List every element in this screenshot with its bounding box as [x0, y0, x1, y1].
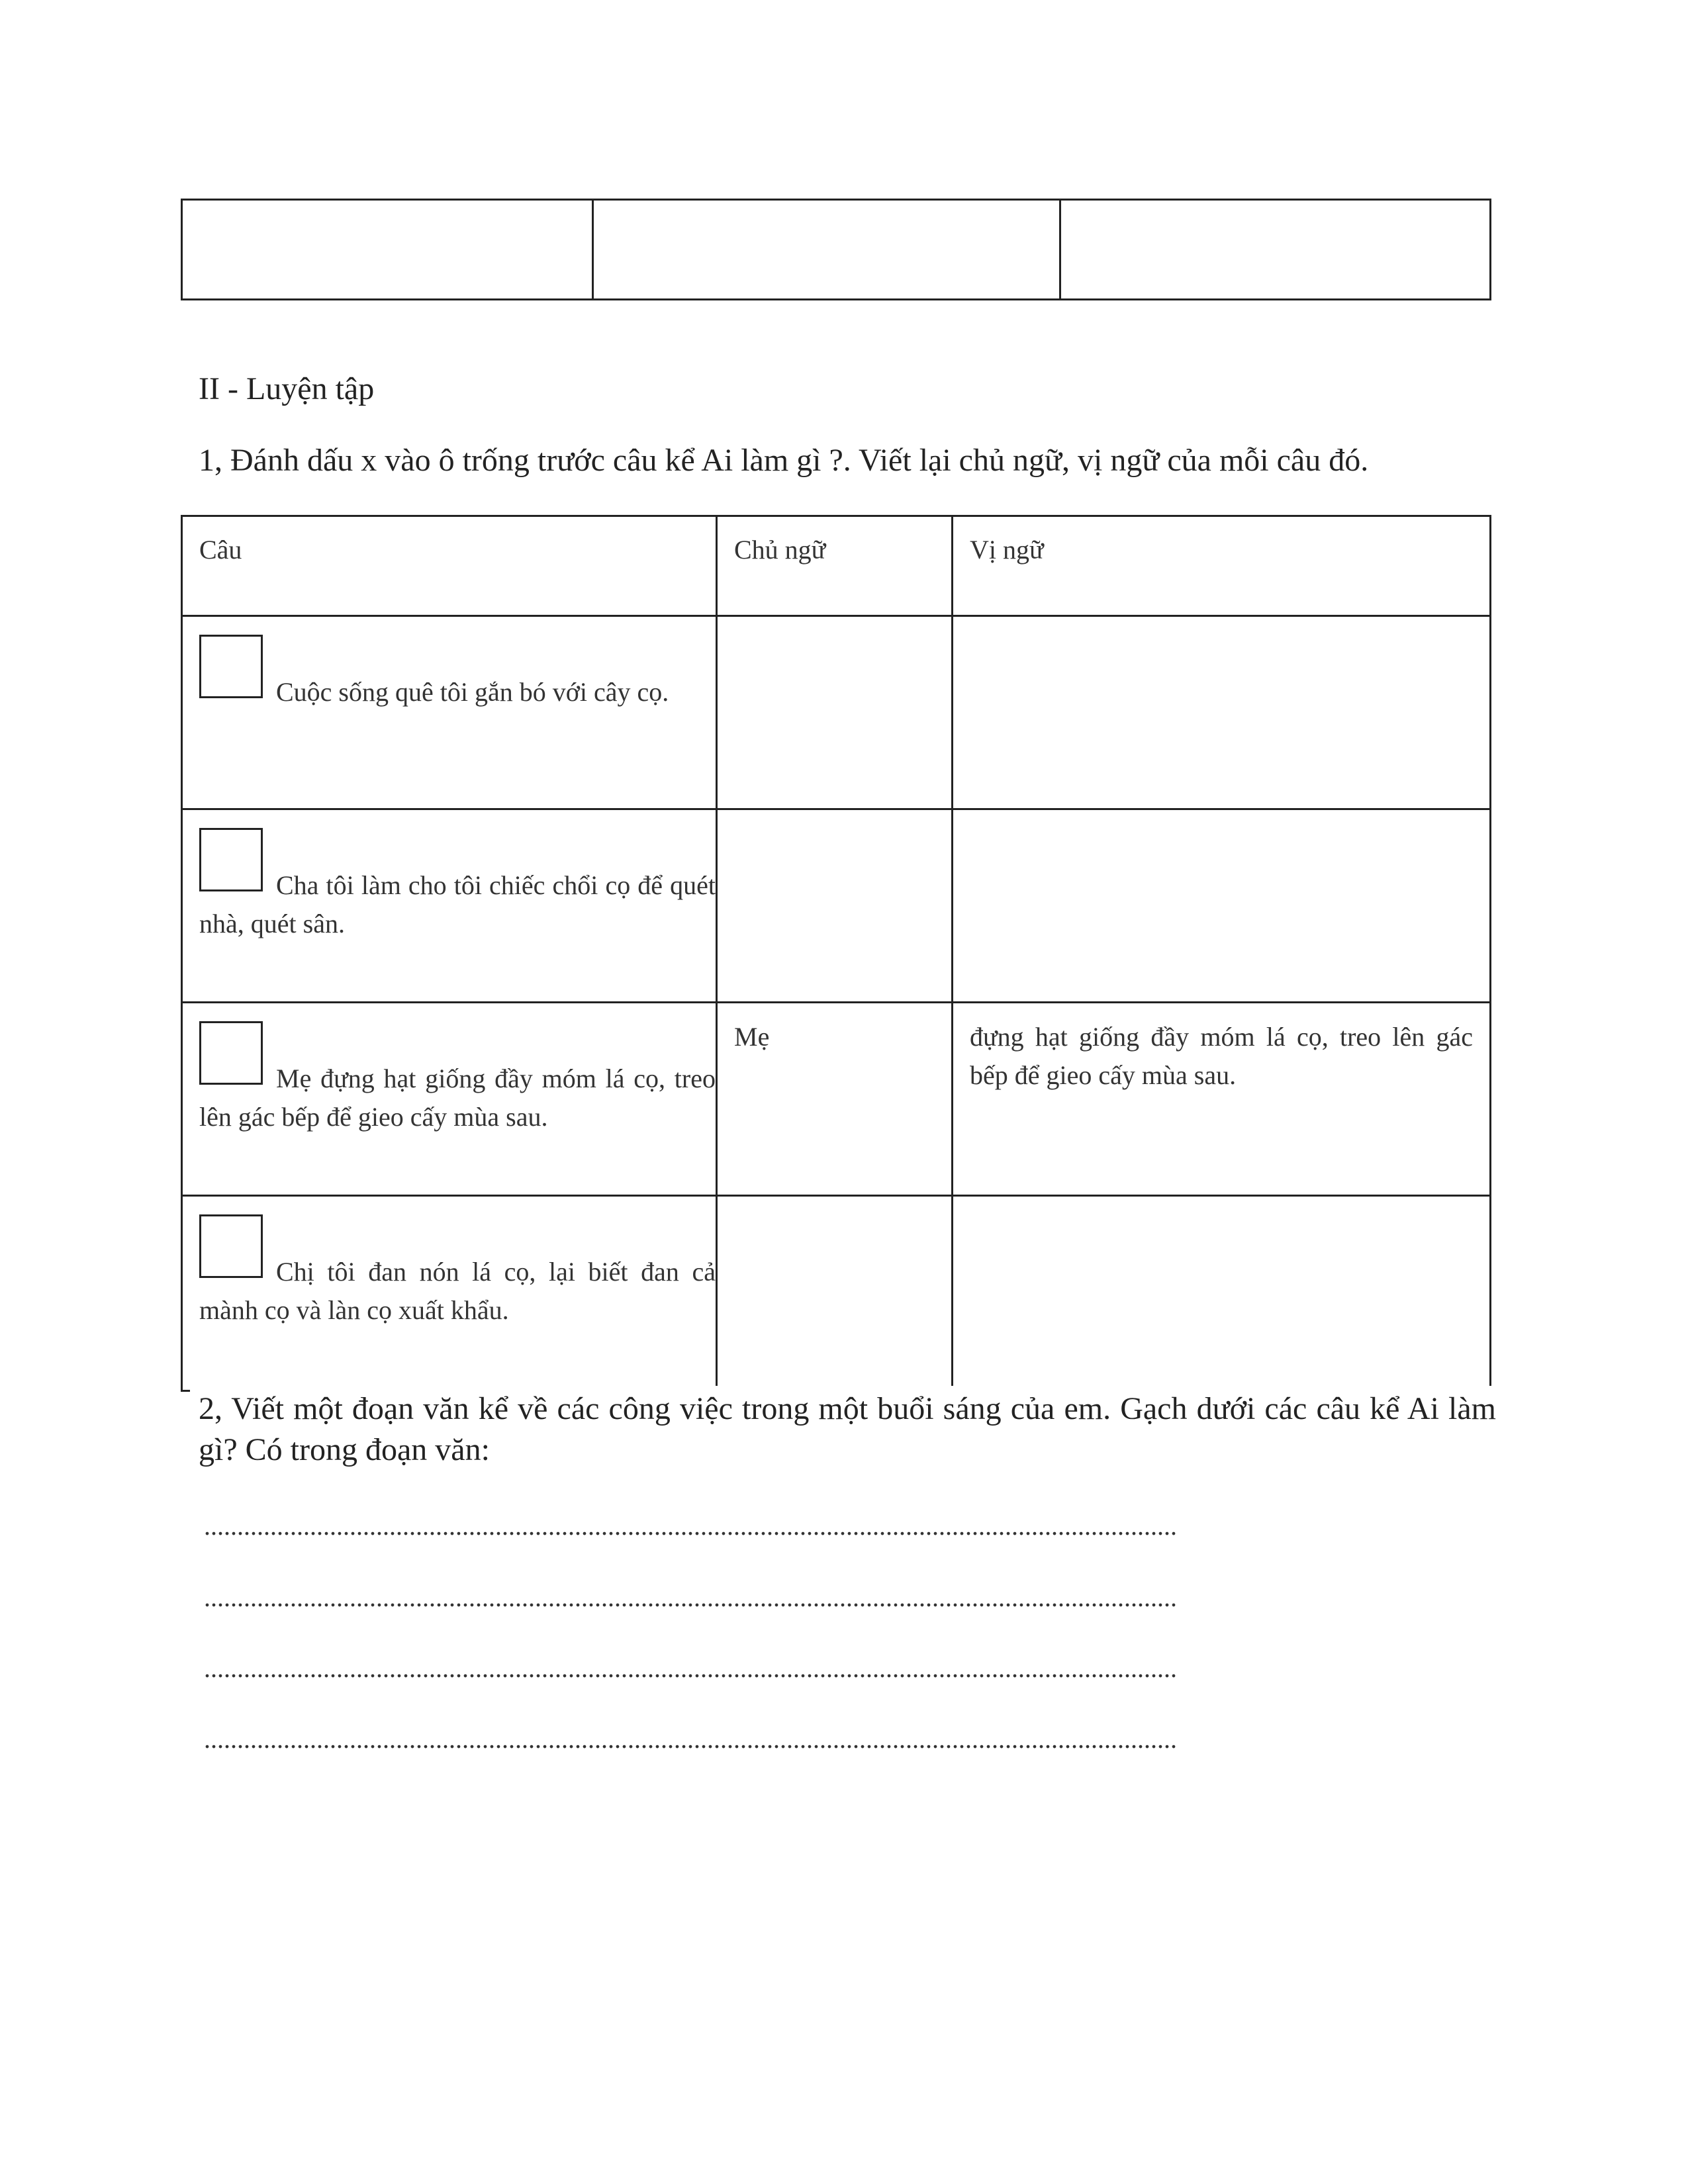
section-heading: II - Luyện tập [199, 371, 375, 406]
subject-cell[interactable]: Mẹ [734, 1022, 770, 1052]
empty-cell [183, 201, 592, 298]
table-border [951, 515, 953, 1386]
table-border [181, 515, 183, 1392]
header-vi-ngu: Vị ngữ [970, 535, 1044, 565]
table-border [716, 515, 718, 1386]
header-cau: Câu [199, 535, 242, 565]
answer-line[interactable]: ................................................................................................................................................... [204, 1724, 1177, 1754]
table-border [181, 615, 1491, 617]
checkbox[interactable] [199, 828, 263, 891]
sentence-text: Chị tôi đan nón lá cọ, lại biết đan cả mành cọ và làn cọ xuất khẩu. [199, 1257, 716, 1325]
exercise-table [181, 515, 1491, 1392]
sentence-text: Mẹ đựng hạt giống đầy móm lá cọ, treo lên gác bếp để gieo cấy mùa sau. [199, 1064, 716, 1132]
checkbox[interactable] [199, 1021, 263, 1085]
table-border [1489, 515, 1491, 1386]
table-row [199, 831, 716, 943]
answer-line[interactable]: ................................................................................................................................................... [204, 1653, 1177, 1683]
table-border [181, 515, 1491, 517]
table-border [181, 808, 1491, 810]
table-border [181, 1001, 1491, 1003]
header-chu-ngu: Chủ ngữ [734, 535, 826, 565]
question-2: 2, Viết một đoạn văn kể về các công việc trong một buổi sáng của em. Gạch dưới các câu kể Ai làm gì? Có trong đoạn văn: [199, 1391, 1496, 1467]
checkbox[interactable] [199, 1214, 263, 1278]
table-row [199, 1217, 716, 1330]
empty-cell [1059, 201, 1489, 298]
question-1: 1, Đánh dấu x vào ô trống trước câu kể Ai làm gì ?. Viết lại chủ ngữ, vị ngữ của mỗi câu đó. [199, 443, 1369, 478]
table-row [199, 637, 716, 711]
predicate-cell[interactable]: đựng hạt giống đầy móm lá cọ, treo lên gác bếp để gieo cấy mùa sau. [970, 1022, 1473, 1090]
table-row [199, 1024, 716, 1136]
table-border [181, 1390, 190, 1392]
empty-cell [592, 201, 1059, 298]
table-border [181, 1195, 1491, 1197]
answer-line[interactable]: ................................................................................................................................................... [204, 1511, 1177, 1541]
empty-top-table [181, 199, 1491, 300]
sentence-text: Cuộc sống quê tôi gắn bó với cây cọ. [276, 677, 669, 707]
sentence-text: Cha tôi làm cho tôi chiếc chổi cọ để quét nhà, quét sân. [199, 870, 716, 938]
answer-line[interactable]: ................................................................................................................................................... [204, 1582, 1177, 1612]
checkbox[interactable] [199, 635, 263, 698]
